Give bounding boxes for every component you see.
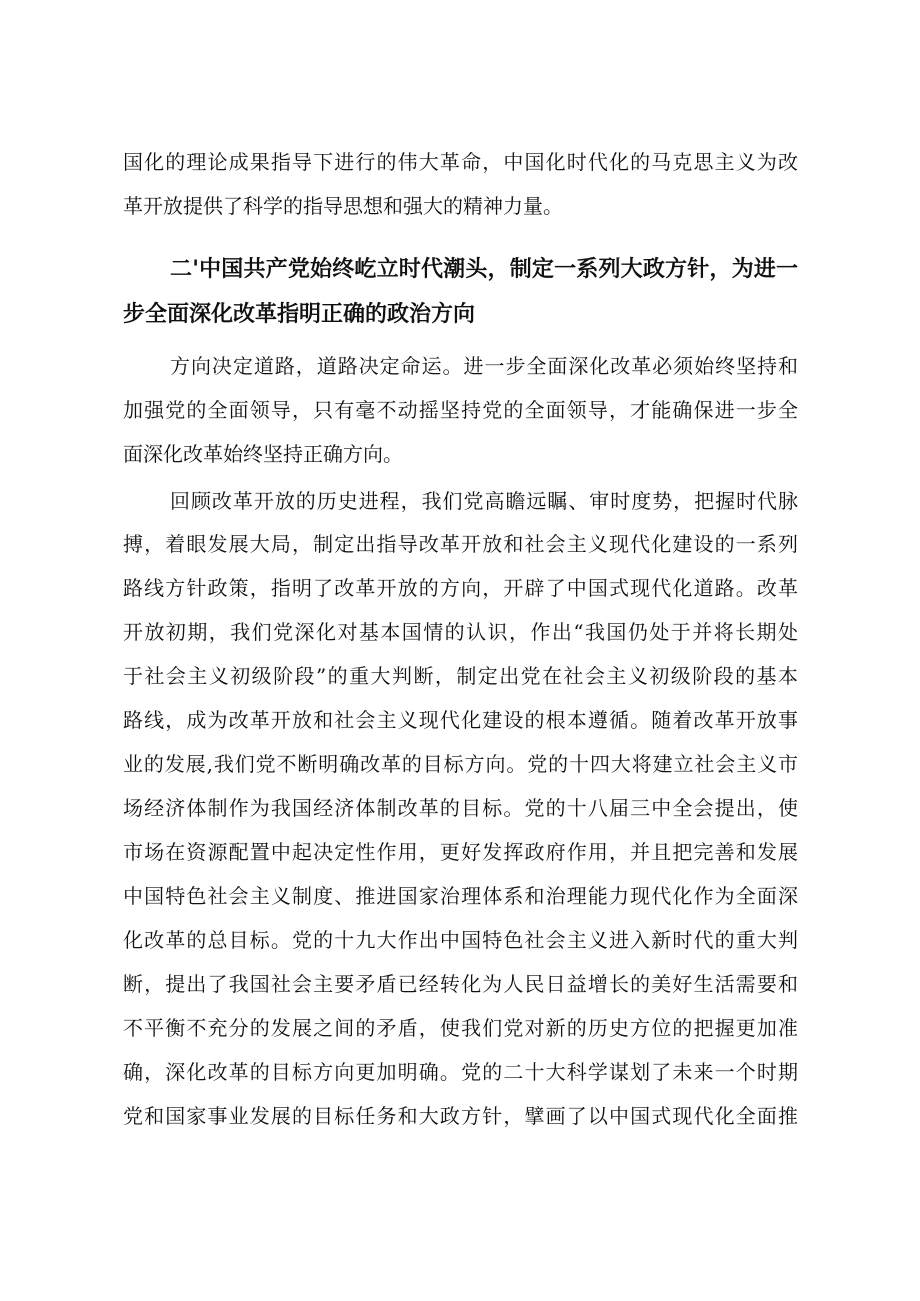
paragraph-line: 业的发展,我们党不断明确改革的目标方向。党的十四大将建立社会主义市 <box>123 752 798 776</box>
section-heading: 步全面深化改革指明正确的政治方向 <box>123 302 476 327</box>
paragraph-line: 面深化改革始终坚持正确方向。 <box>123 442 403 466</box>
paragraph-line: 断，提出了我国社会主要矛盾已经转化为人民日益增长的美好生活需要和 <box>123 972 798 996</box>
paragraph-line: 开放初期，我们党深化对基本国情的认识，作出“我国仍处于并将长期处 <box>123 620 798 644</box>
paragraph-line: 方向决定道路，道路决定命运。进一步全面深化改革必须始终坚持和 <box>170 354 798 378</box>
paragraph-line: 路线，成为改革开放和社会主义现代化建设的根本遵循。随着改革开放事 <box>123 708 798 732</box>
paragraph-line: 回顾改革开放的历史进程，我们党高瞻远瞩、审时度势，把握时代脉 <box>170 489 798 513</box>
paragraph-line: 中国特色社会主义制度、推进国家治理体系和治理能力现代化作为全面深 <box>123 884 798 908</box>
section-heading: 二'中国共产党始终屹立时代潮头，制定一系列大政方针，为进一 <box>170 257 798 282</box>
paragraph-line: 场经济体制作为我国经济体制改革的目标。党的十八届三中全会提出，使 <box>123 796 798 820</box>
paragraph-line: 不平衡不充分的发展之间的矛盾，使我们党对新的历史方位的把握更加准 <box>123 1016 798 1040</box>
paragraph-line: 党和国家事业发展的目标任务和大政方针，擘画了以中国式现代化全面推 <box>123 1104 798 1128</box>
paragraph-line: 化改革的总目标。党的十九大作出中国特色社会主义进入新时代的重大判 <box>123 928 798 952</box>
paragraph-line: 国化的理论成果指导下进行的伟大革命，中国化时代化的马克思主义为改 <box>123 150 798 174</box>
paragraph-line: 搏，着眼发展大局，制定出指导改革开放和社会主义现代化建设的一系列 <box>123 532 798 556</box>
paragraph-line: 加强党的全面领导，只有毫不动摇坚持党的全面领导，才能确保进一步全 <box>123 398 798 422</box>
paragraph-line: 革开放提供了科学的指导思想和强大的精神力量。 <box>123 194 563 218</box>
paragraph-line: 市场在资源配置中起决定性作用，更好发挥政府作用，并且把完善和发展 <box>123 840 798 864</box>
paragraph-line: 路线方针政策，指明了改革开放的方向，开辟了中国式现代化道路。改革 <box>123 576 798 600</box>
paragraph-line: 确，深化改革的目标方向更加明确。党的二十大科学谋划了未来一个时期 <box>123 1060 798 1084</box>
paragraph-line: 于社会主义初级阶段”的重大判断，制定出党在社会主义初级阶段的基本 <box>123 664 798 688</box>
